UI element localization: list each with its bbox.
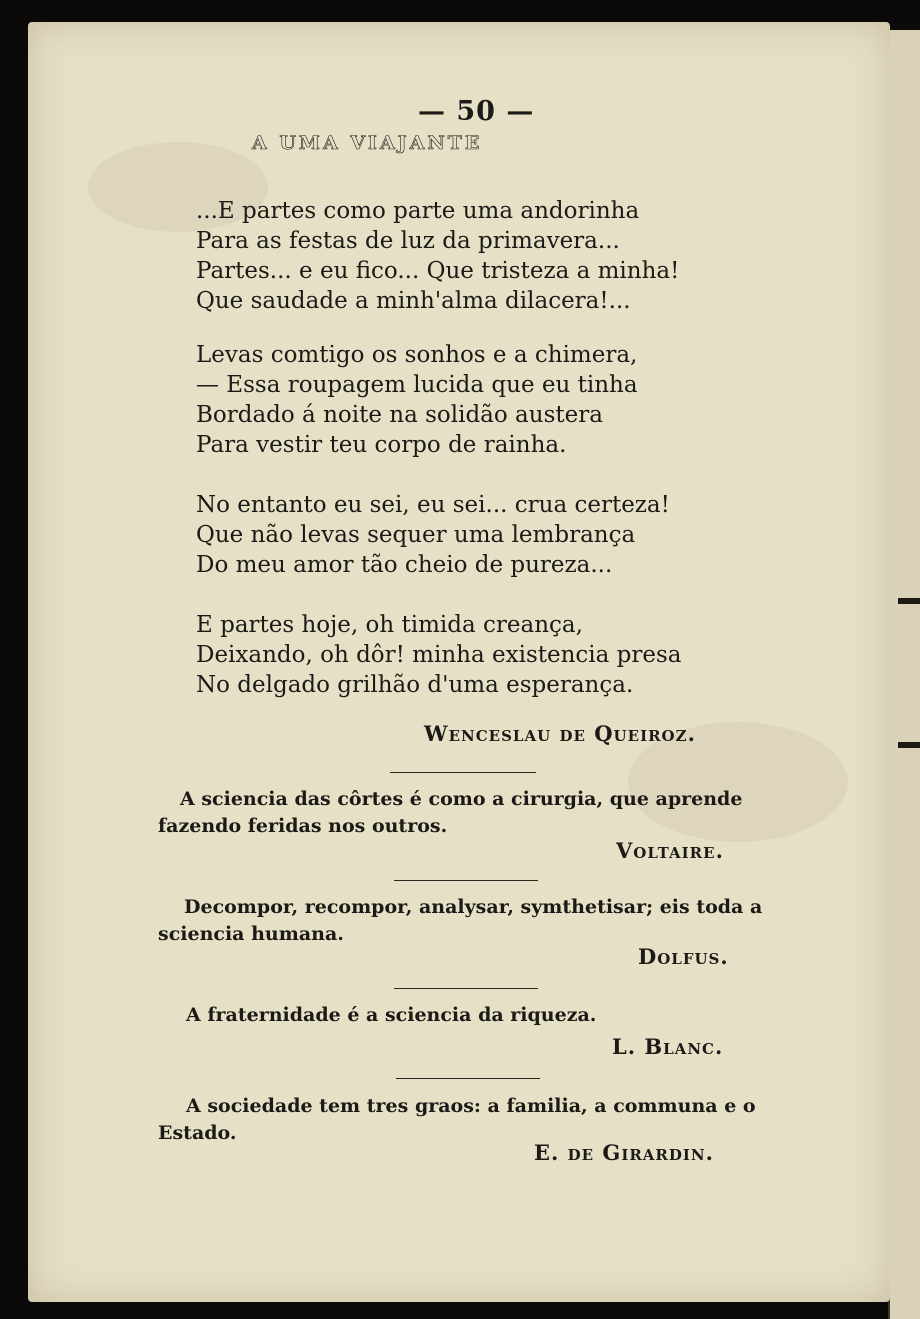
verse-line: Que não levas sequer uma lembrança (196, 522, 636, 548)
verse-line: Que saudade a minh'alma dilacera!... (196, 288, 631, 314)
quote-line: A sciencia das côrtes é como a cirurgia, que aprende (180, 788, 743, 810)
quote-author: L. Blanc. (612, 1034, 724, 1059)
separator-rule (396, 1078, 540, 1079)
quote-author: E. de Girardin. (534, 1140, 714, 1165)
stanza-2 (196, 340, 638, 460)
verse-line: Para as festas de luz da primavera... (196, 228, 620, 254)
quote-line: A fraternidade é a sciencia da riqueza. (186, 1004, 597, 1026)
verse-line: Levas comtigo os sonhos e a chimera, (196, 342, 638, 368)
quote-1 (158, 786, 778, 840)
verse-line: No delgado grilhão d'uma esperança. (196, 672, 634, 698)
verse-line: Bordado á noite na solidão austera (196, 402, 603, 428)
quote-2 (158, 894, 778, 948)
verse-line: ...E partes como parte uma andorinha (196, 198, 640, 224)
quote-3 (186, 1002, 806, 1029)
quote-line: sciencia humana. (158, 923, 344, 945)
quote-author: Dolfus. (638, 944, 729, 969)
quote-line: A sociedade tem tres graos: a familia, a communa e o (186, 1095, 756, 1117)
verse-line: Do meu amor tão cheio de pureza... (196, 552, 613, 578)
separator-rule (390, 772, 536, 773)
separator-rule (394, 880, 538, 881)
quote-line: Estado. (158, 1122, 237, 1144)
verse-line: E partes hoje, oh timida creança, (196, 612, 583, 638)
verse-line: Partes... e eu fico... Que tristeza a minha! (196, 258, 680, 284)
stanza-1 (196, 196, 679, 316)
separator-rule (394, 988, 538, 989)
quote-line: fazendo feridas nos outros. (158, 815, 448, 837)
stanza-4 (196, 610, 682, 700)
stanza-3 (196, 490, 670, 580)
verse-line: No entanto eu sei, eu sei... crua certeza! (196, 492, 670, 518)
verse-line: Para vestir teu corpo de rainha. (196, 432, 567, 458)
poem-title: A UMA VIAJANTE (252, 132, 483, 154)
poem-author: Wenceslau de Queiroz. (424, 721, 696, 746)
verse-line: Deixando, oh dôr! minha existencia presa (196, 642, 682, 668)
next-page-edge (888, 30, 920, 1319)
quote-4 (158, 1093, 778, 1147)
verse-line: — Essa roupagem lucida que eu tinha (196, 372, 638, 398)
quote-author: Voltaire. (616, 838, 724, 863)
page-edge-mark (898, 742, 920, 748)
quote-line: Decompor, recompor, analysar, symthetisar; eis toda a (184, 896, 763, 918)
page-edge-mark (898, 598, 920, 604)
page-number: — 50 — (418, 96, 535, 127)
